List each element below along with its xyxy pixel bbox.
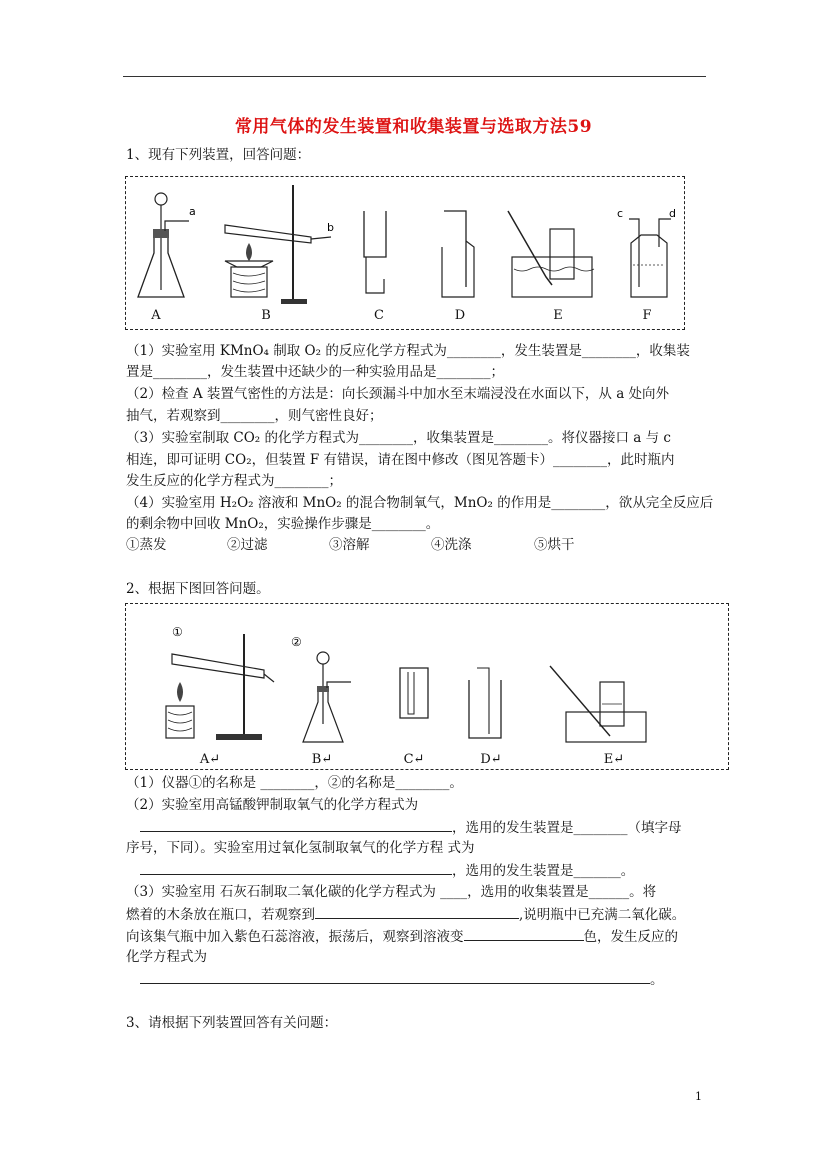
q2-line7-text-a: 燃着的木条放在瓶口，若观察到 xyxy=(126,907,315,923)
q1-heading: 1、现有下列装置，回答问题： xyxy=(126,147,311,163)
label-f: F xyxy=(642,308,652,323)
q2-line8-text-b: 色，发生反应的 xyxy=(583,929,678,945)
label-b: B xyxy=(261,308,271,323)
q1-option-1: ①蒸发 xyxy=(126,537,167,553)
apparatus-a-icon xyxy=(134,185,214,315)
q2-label-a: A↵ xyxy=(199,752,221,767)
q2-blank-equation-2[interactable] xyxy=(140,860,452,875)
tag-d: d xyxy=(669,207,676,220)
q1-apparatus-figure xyxy=(125,176,685,330)
q2-blank-color[interactable] xyxy=(464,926,584,941)
q1-line2: 置是________，发生装置中还缺少的一种实验用品是________； xyxy=(126,364,504,380)
label-e: E xyxy=(553,308,563,323)
q2-line9: 化学方程式为 xyxy=(126,949,207,965)
page-title: 常用气体的发生装置和收集装置与选取方法59 xyxy=(234,117,593,137)
q2-line7-text-b: ,说明瓶中已充满二氧化碳。 xyxy=(519,907,686,923)
q2-line7 xyxy=(126,904,685,925)
q2-line2: （2）实验室用高锰酸钾制取氧气的化学方程式为 xyxy=(126,797,419,813)
q2-line8 xyxy=(126,926,678,947)
q2-blank-equation-3[interactable] xyxy=(140,969,650,984)
q2-line5 xyxy=(140,860,634,881)
q2-line3 xyxy=(140,817,682,838)
header-rule xyxy=(123,76,706,77)
q2-line5-text: ，选用的发生装置是_______。 xyxy=(452,863,635,879)
q1-line4: 抽气，若观察到________，则气密性良好； xyxy=(126,408,383,424)
q2-blank-observation[interactable] xyxy=(315,904,519,919)
mark-1: ① xyxy=(172,625,183,639)
q1-line9: 的剩余物中回收 MnO₂，实验操作步骤是________。 xyxy=(126,516,440,532)
q2-label-c: C↵ xyxy=(403,752,425,767)
q2-apparatus-a-icon xyxy=(156,616,286,756)
q1-line8: （4）实验室用 H₂O₂ 溶液和 MnO₂ 的混合物制氧气，MnO₂ 的作用是________，欲从完全反应后 xyxy=(126,495,714,511)
q1-line7: 发生反应的化学方程式为________； xyxy=(126,473,342,489)
q2-heading: 2、根据下图回答问题。 xyxy=(126,581,270,597)
mark-2: ② xyxy=(291,635,302,649)
q2-line1: （1）仪器①的名称是 ________，②的名称是________。 xyxy=(126,775,463,791)
q2-line10-text: 。 xyxy=(650,972,664,988)
q2-label-e: E↵ xyxy=(603,752,625,767)
apparatus-b-icon xyxy=(211,181,341,311)
q3-heading: 3、请根据下列装置回答有关问题： xyxy=(126,1015,338,1031)
q1-option-3: ③溶解 xyxy=(329,537,370,553)
q2-line8-text-a: 向该集气瓶中加入紫色石蕊溶液，振荡后，观察到溶液变 xyxy=(126,929,464,945)
tag-b: b xyxy=(327,221,334,234)
q1-line6: 相连，即可证明 CO₂，但装置 F 有错误，请在图中修改（图见答题卡）________，此时瓶内 xyxy=(126,452,675,468)
q2-line6: （3）实验室用 石灰石制取二氧化碳的化学方程式为 ____，选用的收集装置是______。将 xyxy=(126,884,657,900)
tag-c: c xyxy=(617,207,624,220)
q2-apparatus-c-icon xyxy=(394,664,444,764)
tag-a: a xyxy=(189,205,196,218)
q1-option-5: ⑤烘干 xyxy=(534,537,575,553)
q2-apparatus-d-icon xyxy=(463,664,513,764)
q2-line10 xyxy=(140,969,664,990)
page-number: 1 xyxy=(695,1090,702,1103)
q1-option-2: ②过滤 xyxy=(227,537,268,553)
q1-line1: （1）实验室用 KMnO₄ 制取 O₂ 的反应化学方程式为________，发生装置是________，收集装 xyxy=(126,343,690,359)
q2-label-b: B↵ xyxy=(311,752,333,767)
q2-apparatus-figure xyxy=(125,603,729,770)
label-c: C xyxy=(374,308,384,323)
q1-line3: （2）检查 A 装置气密性的方法是：向长颈漏斗中加水至末端浸没在水面以下，从 a 处向外 xyxy=(126,386,670,402)
q2-line3-text: ，选用的发生装置是________（填字母 xyxy=(452,820,682,836)
q1-option-4: ④洗涤 xyxy=(431,537,472,553)
label-d: D xyxy=(454,308,466,323)
q2-blank-equation-1[interactable] xyxy=(140,817,452,832)
q2-apparatus-e-icon xyxy=(546,656,656,766)
label-a: A xyxy=(151,308,161,323)
q1-line5: （3）实验室制取 CO₂ 的化学方程式为________，收集装置是________。将仪器接口 a 与 c xyxy=(126,430,671,446)
q2-label-d: D↵ xyxy=(480,752,502,767)
q2-line4: 序号，下同）。实验室用过氧化氢制取氧气的化学方程 式为 xyxy=(126,840,475,856)
